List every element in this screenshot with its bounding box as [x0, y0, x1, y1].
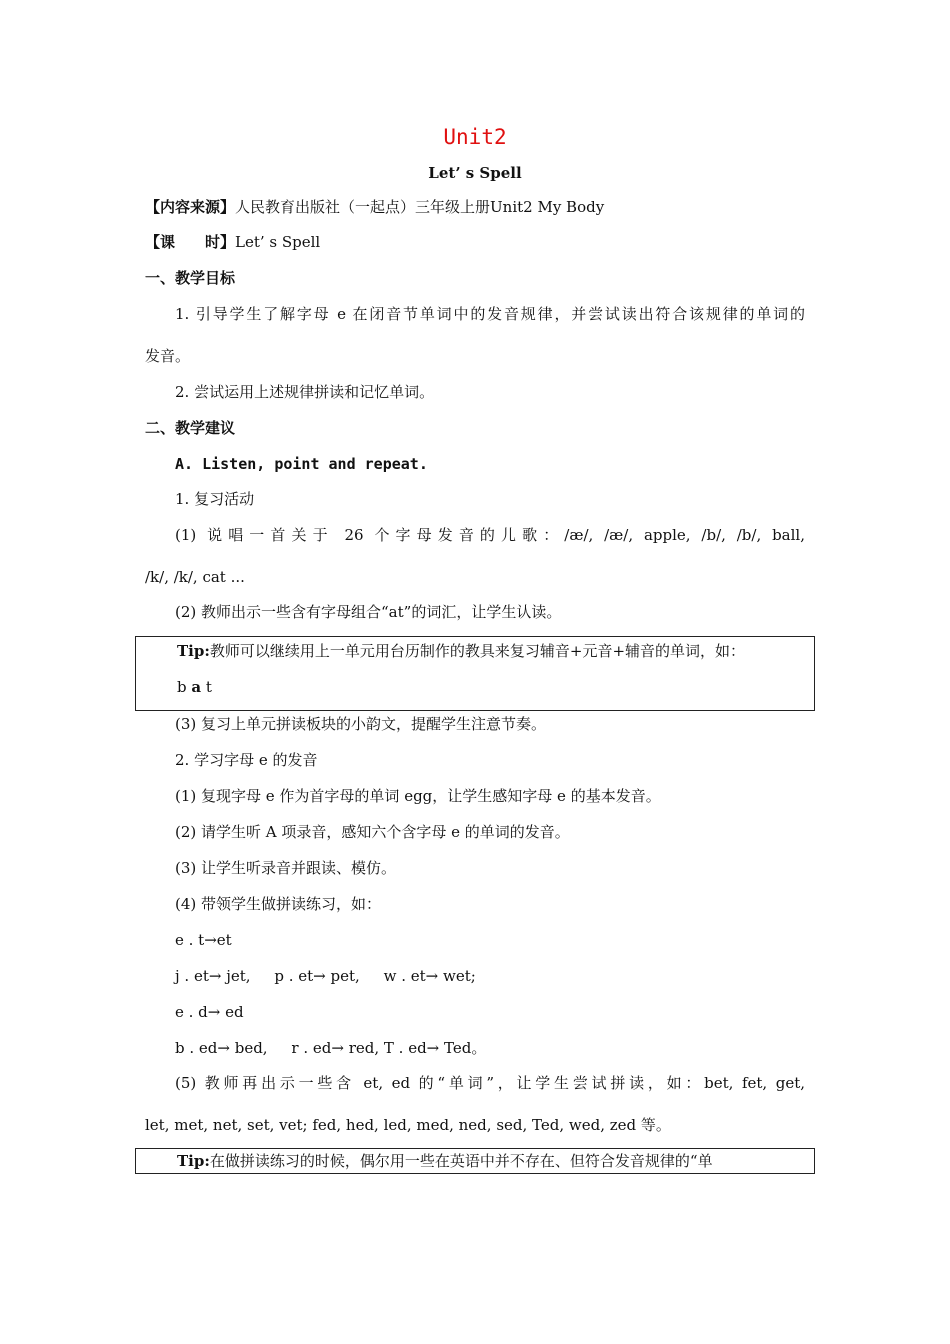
tip-2-line-1 [177, 1151, 713, 1171]
unit-title: Unit2 [443, 125, 507, 149]
class-period-text: Let’ s Spell [235, 233, 321, 251]
part-a-heading: A. Listen, point and repeat. [175, 455, 428, 473]
tip-1-letter-t: t [205, 678, 212, 696]
step-2-item-4: (4) 带领学生做拼读练习，如： [175, 895, 382, 913]
step-2-item-5-line-1: (5) 教师再出示一些含 et, ed 的“单词”，让学生尝试拼读，如：bet, fet, get, [175, 1074, 805, 1092]
blend-example-ed: e . d→ ed [175, 1003, 244, 1021]
tip-2-label: Tip: [177, 1152, 210, 1170]
objective-2: 2. 尝试运用上述规律拼读和记忆单词。 [175, 383, 435, 401]
tip-1-line-1 [177, 641, 745, 661]
step-2-item-5-line-2: let, met, net, set, vet; fed, hed, led, med, ned, sed, Ted, wed, zed 等。 [145, 1116, 671, 1134]
step-1-item-1-line-2: /k/, /k/, cat ... [145, 568, 245, 586]
class-period-label: 【课 时】 [145, 233, 236, 251]
tip-2-text: 在做拼读练习的时候，偶尔用一些在英语中并不存在、但符合发音规律的“单 [209, 1152, 713, 1170]
class-period-line [145, 232, 320, 252]
section-heading-objectives: 一、教学目标 [145, 269, 236, 287]
objective-1-line-1: 1. 引导学生了解字母 e 在闭音节单词中的发音规律，并尝试读出符合该规律的单词的 [175, 305, 805, 323]
lesson-subtitle: Let’ s Spell [428, 164, 522, 182]
blend-example-ed-words: b . ed→ bed, r . ed→ red, T . ed→ Ted。 [175, 1039, 487, 1057]
content-source-line [145, 197, 604, 217]
step-2-item-3: (3) 让学生听录音并跟读、模仿。 [175, 859, 397, 877]
tip-box-2 [135, 1148, 815, 1174]
step-1-item-3: (3) 复习上单元拼读板块的小韵文，提醒学生注意节奏。 [175, 715, 547, 733]
section-heading-suggestions: 二、教学建议 [145, 419, 236, 437]
tip-1-example [177, 677, 212, 697]
tip-1-text: 教师可以继续用上一单元用台历制作的教具来复习辅音+元音+辅音的单词，如： [209, 642, 746, 660]
step-2-item-1: (1) 复现字母 e 作为首字母的单词 egg，让学生感知字母 e 的基本发音。 [175, 787, 661, 805]
tip-1-label: Tip: [177, 642, 210, 660]
blend-example-et-words: j . et→ jet, p . et→ pet, w . et→ wet; [175, 967, 476, 985]
step-1-item-2: (2) 教师出示一些含有字母组合“at”的词汇，让学生认读。 [175, 603, 562, 621]
step-2-heading: 2. 学习字母 e 的发音 [175, 751, 318, 769]
tip-box-1 [135, 636, 815, 711]
blend-example-et: e . t→et [175, 931, 232, 949]
objective-1-line-2: 发音。 [145, 347, 191, 365]
content-source-text: 人民教育出版社（一起点）三年级上册Unit2 My Body [235, 198, 605, 216]
step-1-item-1-line-1: (1) 说唱一首关于 26 个字母发音的儿歌：/æ/, /æ/, apple, /b/, /b/, ball, [175, 526, 805, 544]
step-2-item-2: (2) 请学生听 A 项录音，感知六个含字母 e 的单词的发音。 [175, 823, 570, 841]
tip-1-letter-b: b [177, 678, 187, 696]
content-source-label: 【内容来源】 [145, 198, 236, 216]
tip-1-letter-a: a [191, 678, 202, 696]
step-1-heading: 1. 复习活动 [175, 490, 255, 508]
